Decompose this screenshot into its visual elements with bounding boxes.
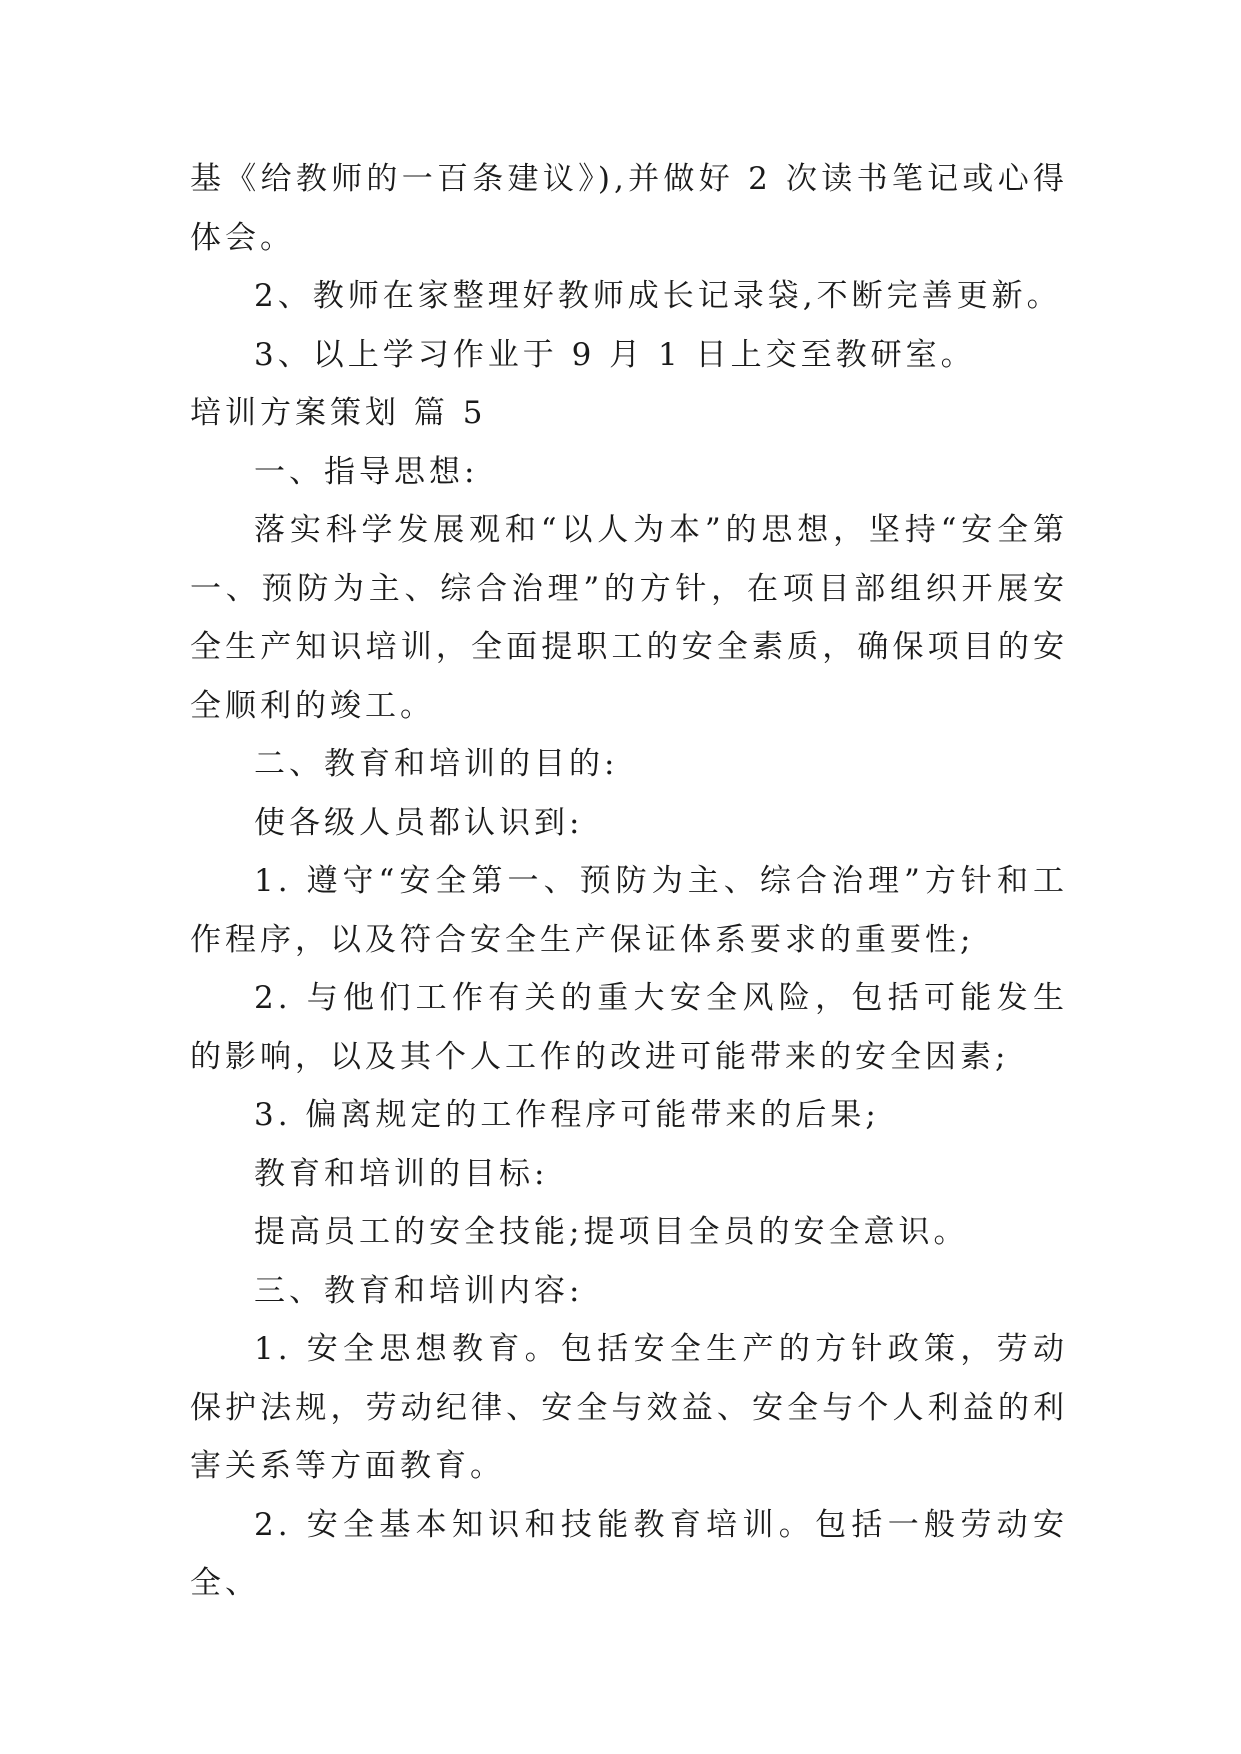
paragraph-3: 3、以上学习作业于 9 月 1 日上交至教研室。 [254, 336, 976, 373]
paragraph-1: 基《给教师的一百条建议》),并做好 2 次读书笔记或心得体会。 [190, 161, 1068, 256]
paragraph-purpose-intro: 使各级人员都认识到: [254, 804, 584, 841]
purpose-item-1: 1. 遵守“安全第一、预防为主、综合治理”方针和工作程序，以及符合安全生产保证体系要求的重要性; [190, 863, 1068, 958]
purpose-item-3: 3. 偏离规定的工作程序可能带来的后果; [254, 1097, 880, 1133]
section-title: 培训方案策划 篇 5 [190, 395, 487, 431]
content-item-2: 2. 安全基本知识和技能教育培训。包括一般劳动安全、 [190, 1506, 1068, 1601]
purpose-item-2: 2. 与他们工作有关的重大安全风险，包括可能发生的影响，以及其个人工作的改进可能带来的安全因素; [190, 980, 1068, 1075]
content-item-1: 1. 安全思想教育。包括安全生产的方针政策，劳动保护法规，劳动纪律、安全与效益、安全与个人利益的利害关系等方面教育。 [190, 1331, 1068, 1484]
heading-purpose: 二、教育和培训的目的: [254, 746, 619, 782]
paragraph-goal: 提高员工的安全技能;提项目全员的安全意识。 [254, 1214, 969, 1250]
paragraph-guiding-thought: 落实科学发展观和“以人为本”的思想，坚持“安全第一、预防为主、综合治理”的方针，在项目部组织开展安全生产知识培训，全面提职工的安全素质，确保项目的安全顺利的竣工。 [190, 512, 1068, 724]
heading-goal: 教育和培训的目标: [254, 1155, 549, 1192]
paragraph-2: 2、教师在家整理好教师成长记录袋,不断完善更新。 [254, 278, 1062, 314]
heading-guiding-thought: 一、指导思想: [254, 453, 479, 490]
document-page [190, 150, 1068, 1613]
heading-content: 三、教育和培训内容: [254, 1272, 584, 1309]
